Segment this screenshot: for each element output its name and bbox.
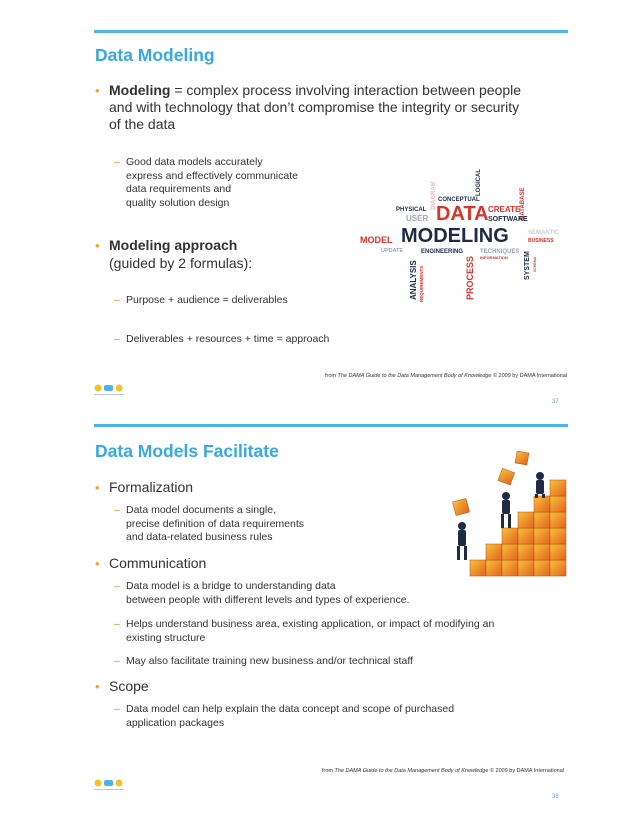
sub-line: Helps understand business area, existing application, or impact of modifying an [126, 618, 495, 630]
bullet-modeling [95, 82, 565, 134]
word-techniques: TECHNIQUES [480, 249, 520, 255]
sub-line: Purpose + audience = deliverables [126, 294, 288, 306]
sub-bullet-dash: – [114, 294, 120, 306]
bullet-dot: • [95, 556, 100, 571]
word-semantic: SEMANTIC [528, 230, 560, 236]
sub-line: express and effectively communicate [126, 169, 298, 182]
cube-team-illustration-icon [440, 430, 570, 590]
bullet-text: Formalization [109, 479, 194, 495]
credit-copyright: © 2009 by DAMA International [488, 768, 565, 774]
sub-line: Data model documents a single, [126, 504, 276, 516]
sub-line: quality solution design [126, 196, 230, 209]
bullet-dot: • [95, 679, 100, 694]
sub-line: application packages [126, 716, 225, 729]
word-process: PROCESS [465, 255, 475, 300]
slide-data-models-facilitate [0, 410, 638, 805]
word-system: SYSTEM [524, 251, 531, 280]
sub-line: Data model is a bridge to understanding data [126, 580, 336, 592]
dama-logo-icon [94, 383, 124, 397]
word-database: DATABASE [520, 187, 526, 220]
top-accent-bar [94, 30, 568, 33]
word-model: MODEL [360, 235, 393, 245]
word-engineering: ENGINEERING [421, 249, 464, 255]
sub-line: Data model can help explain the data concept and scope of purchased [126, 703, 455, 715]
bullet-dot: • [95, 238, 100, 253]
page-number: 38 [552, 794, 559, 800]
bullet-line-3: of the data [109, 116, 176, 132]
word-requirements: REQUIREMENTS [419, 265, 424, 302]
word-update: UPDATE [381, 248, 404, 254]
sub-bullet-dash: – [114, 655, 120, 667]
sub-line: data requirements and [126, 183, 232, 195]
credit-book-title: The DAMA Guide to the Data Management Body of Knowledge [337, 373, 492, 379]
bullet-bold-term: Modeling [109, 82, 171, 98]
bullet-line-2: (guided by 2 formulas): [109, 255, 253, 271]
bullet-line-1: = complex process involving interaction between people [170, 82, 522, 98]
word-modeling: MODELING [401, 225, 509, 247]
slide-title: Data Modeling [95, 45, 215, 65]
word-logical: LOGICAL [476, 169, 482, 196]
word-business: BUSINESS [528, 238, 554, 244]
bullet-line-2: and with technology that don’t compromise the integrity or security [109, 99, 520, 115]
credit-book-title: The DAMA Guide to the Data Management Body of Knowledge [334, 768, 489, 774]
sub-line: precise definition of data requirements [126, 517, 305, 530]
bullet-text: Communication [109, 555, 207, 571]
bullet-text: Scope [109, 678, 149, 694]
slide-title: Data Models Facilitate [95, 441, 279, 461]
word-diagram: DIAGRAM [431, 181, 437, 210]
sub-line: and data-related business rules [126, 531, 273, 543]
credit-copyright: © 2009 by DAMA International [491, 373, 568, 379]
bullet-dot: • [95, 83, 100, 98]
source-credit [325, 373, 567, 379]
word-information: INFORMATION [480, 255, 508, 260]
word-data: DATA [436, 203, 489, 225]
sub-bullet-dash: – [114, 580, 120, 592]
sub-bullet-dash: – [114, 504, 120, 516]
word-analysis: ANALYSIS [409, 260, 418, 300]
word-schema: SCHEMA [533, 256, 537, 272]
sub-bullet-dash: – [114, 333, 120, 345]
sub-line: existing structure [126, 631, 206, 644]
sub-line: Deliverables + resources + time = approach [126, 333, 330, 345]
sub-bullet-dash: – [114, 618, 120, 630]
word-create: CREATE [488, 205, 521, 214]
word-conceptual: CONCEPTUAL [438, 197, 480, 203]
credit-prefix: from [325, 373, 338, 379]
page-number: 37 [552, 399, 559, 405]
sub-line: between people with different levels and types of experience. [126, 593, 410, 606]
top-accent-bar [94, 424, 568, 427]
dama-logo-icon [94, 778, 124, 792]
credit-prefix: from [322, 768, 335, 774]
sub-bullet-dash: – [114, 156, 120, 168]
source-credit [322, 768, 564, 774]
word-software: SOFTWARE [488, 216, 528, 223]
sub-line: May also facilitate training new business and/or technical staff [126, 655, 413, 667]
slide-data-modeling [0, 0, 638, 405]
bullet-text: Modeling approach [109, 237, 238, 253]
word-physical: PHYSICAL [396, 207, 427, 213]
modeling-word-cloud [356, 160, 571, 310]
sub-line: Good data models accurately [126, 156, 263, 168]
word-user: USER [406, 214, 429, 223]
bullet-dot: • [95, 480, 100, 495]
bullet-text [109, 82, 521, 99]
sub-bullet-dash: – [114, 703, 120, 715]
